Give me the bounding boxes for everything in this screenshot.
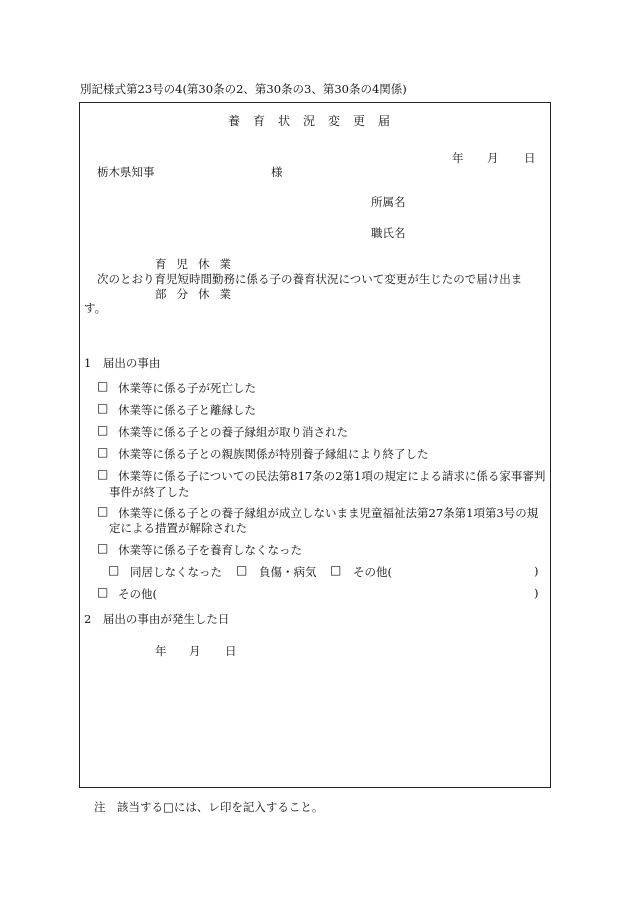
checkbox[interactable]: □ <box>97 379 109 393</box>
form-reference: 別記様式第23号の4(第30条の2、第30条の3、第30条の4関係) <box>80 82 407 96</box>
form-title: 養育状況変更届 <box>228 114 404 128</box>
option-partial-leave: 部分休業 <box>155 287 241 301</box>
submission-date-day: 日 <box>524 151 536 165</box>
addressee-honorific: 様 <box>271 165 283 179</box>
reason-item: 休業等に係る子を養育しなくなった <box>118 543 302 557</box>
reason-item: 休業等に係る子が死亡した <box>118 381 256 395</box>
event-date-month: 月 <box>189 644 201 658</box>
checkbox[interactable]: □ <box>97 541 109 555</box>
checkbox[interactable]: □ <box>330 563 342 577</box>
reason-item: 休業等に係る子との親族関係が特別養子縁組により終了した <box>118 447 429 461</box>
addressee-name: 栃木県知事 <box>97 165 155 179</box>
sub-option-close: ) <box>534 564 539 578</box>
section2-heading: 2 届出の事由が発生した日 <box>84 612 230 626</box>
footnote: 注 該当する□には、レ印を記入すること。 <box>94 800 324 814</box>
checkbox[interactable]: □ <box>97 423 109 437</box>
checkbox[interactable]: □ <box>236 563 248 577</box>
sub-option: その他( <box>353 565 392 579</box>
checkbox[interactable]: □ <box>97 445 109 459</box>
checkbox[interactable]: □ <box>97 401 109 415</box>
sub-option: 負傷・病気 <box>259 565 317 579</box>
sub-option: 同居しなくなった <box>130 565 222 579</box>
reason-item: 休業等に係る子との養子縁組が成立しないまま児童福祉法第27条第1項第3号の規 <box>118 506 539 520</box>
body-continuation: す。 <box>84 301 107 315</box>
other-option: その他( <box>118 587 157 601</box>
submission-date-year: 年 <box>452 151 464 165</box>
reason-item-continued: 定による措置が解除された <box>109 521 247 535</box>
body-main-line: 次のとおり育児短時間勤務に係る子の養育状況について変更が生じたので届け出ま <box>97 272 523 286</box>
name-label: 職氏名 <box>371 226 406 240</box>
other-option-close: ) <box>534 586 539 600</box>
affiliation-label: 所属名 <box>371 195 406 209</box>
reason-item: 休業等に係る子についての民法第817条の2第1項の規定による請求に係る家事審判 <box>118 469 546 483</box>
checkbox[interactable]: □ <box>108 563 120 577</box>
form-box <box>79 102 551 788</box>
event-date-year: 年 <box>155 644 167 658</box>
section1-heading: 1 届出の事由 <box>84 356 161 370</box>
event-date-day: 日 <box>225 644 237 658</box>
reason-item-continued: 事件が終了した <box>109 485 190 499</box>
reason-item: 休業等に係る子との養子縁組が取り消された <box>118 425 348 439</box>
checkbox[interactable]: □ <box>97 467 109 481</box>
submission-date-month: 月 <box>487 151 499 165</box>
checkbox[interactable]: □ <box>97 585 109 599</box>
option-childcare-leave: 育児休業 <box>155 257 241 271</box>
checkbox[interactable]: □ <box>97 504 109 518</box>
reason-item: 休業等に係る子と離縁した <box>118 403 256 417</box>
